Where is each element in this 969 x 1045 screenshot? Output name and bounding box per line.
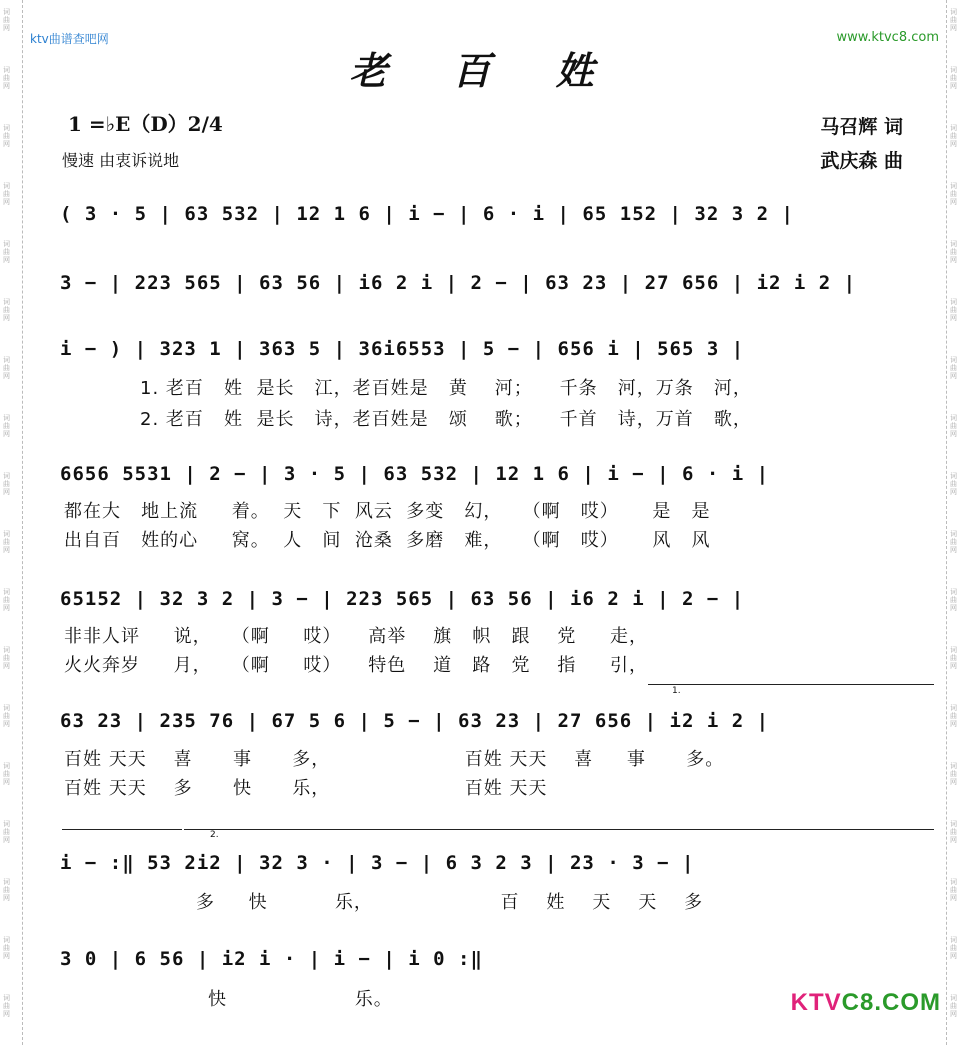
watermark-text: 词 曲 网 (3, 762, 10, 786)
lyric-verse-2d: 百姓 天天 多 快 乐， 百姓 天天 (64, 778, 548, 799)
watermark-text: 词 曲 网 (3, 356, 10, 380)
watermark-text: 词 曲 网 (3, 298, 10, 322)
lyric-verse-1a: 1. 老百 姓 是长 江，老百姓是 黄 河； 千条 河，万条 河， (140, 378, 752, 399)
lyric-verse-1b: 都在大 地上流 着。 天 下 风云 多变 幻， （啊 哎） 是 是 (64, 501, 711, 522)
watermark-text: 词 曲 网 (950, 646, 957, 670)
watermark-text: 词 曲 网 (950, 588, 957, 612)
site-name-left[interactable]: ktv曲谱查吧网 (30, 32, 109, 46)
watermark-text: 词 曲 网 (3, 530, 10, 554)
left-watermark-strip (0, 0, 23, 1045)
watermark-text: 词 曲 网 (950, 124, 957, 148)
lyric-line-8: 多 快 乐， 百 姓 天 天 多 (196, 892, 704, 913)
watermark-text: 词 曲 网 (950, 414, 957, 438)
lyric-verse-2b: 出自百 姓的心 窝。 人 间 沧桑 多磨 难， （啊 哎） 风 风 (64, 530, 711, 551)
watermark-text: 词 曲 网 (950, 936, 957, 960)
watermark-text: 词 曲 网 (950, 820, 957, 844)
right-watermark-strip (946, 0, 969, 1045)
site-url-right[interactable]: www.ktvc8.com (836, 30, 939, 45)
lyric-verse-1d: 百姓 天天 喜 事 多， 百姓 天天 喜 事 多。 (64, 749, 725, 770)
watermark-text: 词 曲 网 (3, 588, 10, 612)
watermark-text: 词 曲 网 (3, 994, 10, 1018)
watermark-text: 词 曲 网 (950, 356, 957, 380)
score-line-3: i − ) | 323 1 | 363 5 | 36i6553 | 5 − | 656 i | 565 3 | (60, 338, 745, 360)
volta-1-end-bracket (62, 829, 182, 830)
watermark-text: 词 曲 网 (3, 182, 10, 206)
lyric-verse-1c: 非非人评 说， （啊 哎） 高举 旗 帜 跟 党 走， (64, 626, 648, 647)
composer-credit: 武庆森 曲 (820, 150, 903, 172)
watermark-text: 词 曲 网 (3, 240, 10, 264)
watermark-text: 词 曲 网 (950, 240, 957, 264)
tempo-marking: 慢速 由衷诉说地 (62, 151, 180, 170)
score-line-8: 3 0 | 6 56 | i2 i · | i − | i 0 :‖ (60, 948, 483, 970)
volta-1-bracket (648, 684, 934, 685)
watermark-text: 词 曲 网 (3, 936, 10, 960)
key-signature: 1 =♭E（D）2/4 (68, 112, 223, 136)
watermark-text: 词 曲 网 (3, 472, 10, 496)
watermark-text: 词 曲 网 (950, 704, 957, 728)
volta-2-bracket (184, 829, 934, 830)
watermark-text: 词 曲 网 (950, 298, 957, 322)
watermark-text: 词 曲 网 (3, 878, 10, 902)
watermark-text: 词 曲 网 (950, 8, 957, 32)
lyric-line-9: 快 乐。 (208, 989, 393, 1010)
watermark-text: 词 曲 网 (950, 878, 957, 902)
score-line-7: i − :‖ 53 2i2 | 32 3 · | 3 − | 6 3 2 3 | 23 · 3 − | (60, 852, 695, 874)
watermark-text: 词 曲 网 (3, 124, 10, 148)
volta-1-label: 1. (672, 686, 681, 696)
song-title: 老 百 姓 (349, 48, 620, 93)
watermark-text: 词 曲 网 (950, 530, 957, 554)
watermark-text: 词 曲 网 (3, 704, 10, 728)
watermark-text: 词 曲 网 (950, 182, 957, 206)
watermark-text: 词 曲 网 (3, 820, 10, 844)
watermark-text: 词 曲 网 (950, 472, 957, 496)
lyric-verse-2a: 2. 老百 姓 是长 诗，老百姓是 颂 歌； 千首 诗，万首 歌， (140, 409, 752, 430)
score-line-1: ( 3 · 5 | 63 532 | 12 1 6 | i − | 6 · i | 65 152 | 32 3 2 | (60, 203, 794, 225)
watermark-text: 词 曲 网 (950, 994, 957, 1018)
watermark-text: 词 曲 网 (3, 66, 10, 90)
score-line-2: 3 − | 223 565 | 63 56 | i6 2 i | 2 − | 63 23 | 27 656 | i2 i 2 | (60, 272, 857, 294)
volta-2-label: 2. (210, 830, 219, 840)
watermark-text: 词 曲 网 (3, 414, 10, 438)
score-line-6: 63 23 | 235 76 | 67 5 6 | 5 − | 63 23 | 27 656 | i2 i 2 | (60, 710, 770, 732)
ktvc8-logo[interactable]: KTVC8.COM (790, 989, 941, 1016)
score-line-5: 65152 | 32 3 2 | 3 − | 223 565 | 63 56 | i6 2 i | 2 − | (60, 588, 745, 610)
score-line-4: 6656 5531 | 2 − | 3 · 5 | 63 532 | 12 1 6 | i − | 6 · i | (60, 463, 770, 485)
watermark-text: 词 曲 网 (950, 762, 957, 786)
lyricist-credit: 马召辉 词 (820, 116, 903, 138)
watermark-text: 词 曲 网 (3, 646, 10, 670)
watermark-text: 词 曲 网 (950, 66, 957, 90)
lyric-verse-2c: 火火奔岁 月， （啊 哎） 特色 道 路 党 指 引， (64, 655, 648, 676)
watermark-text: 词 曲 网 (3, 8, 10, 32)
